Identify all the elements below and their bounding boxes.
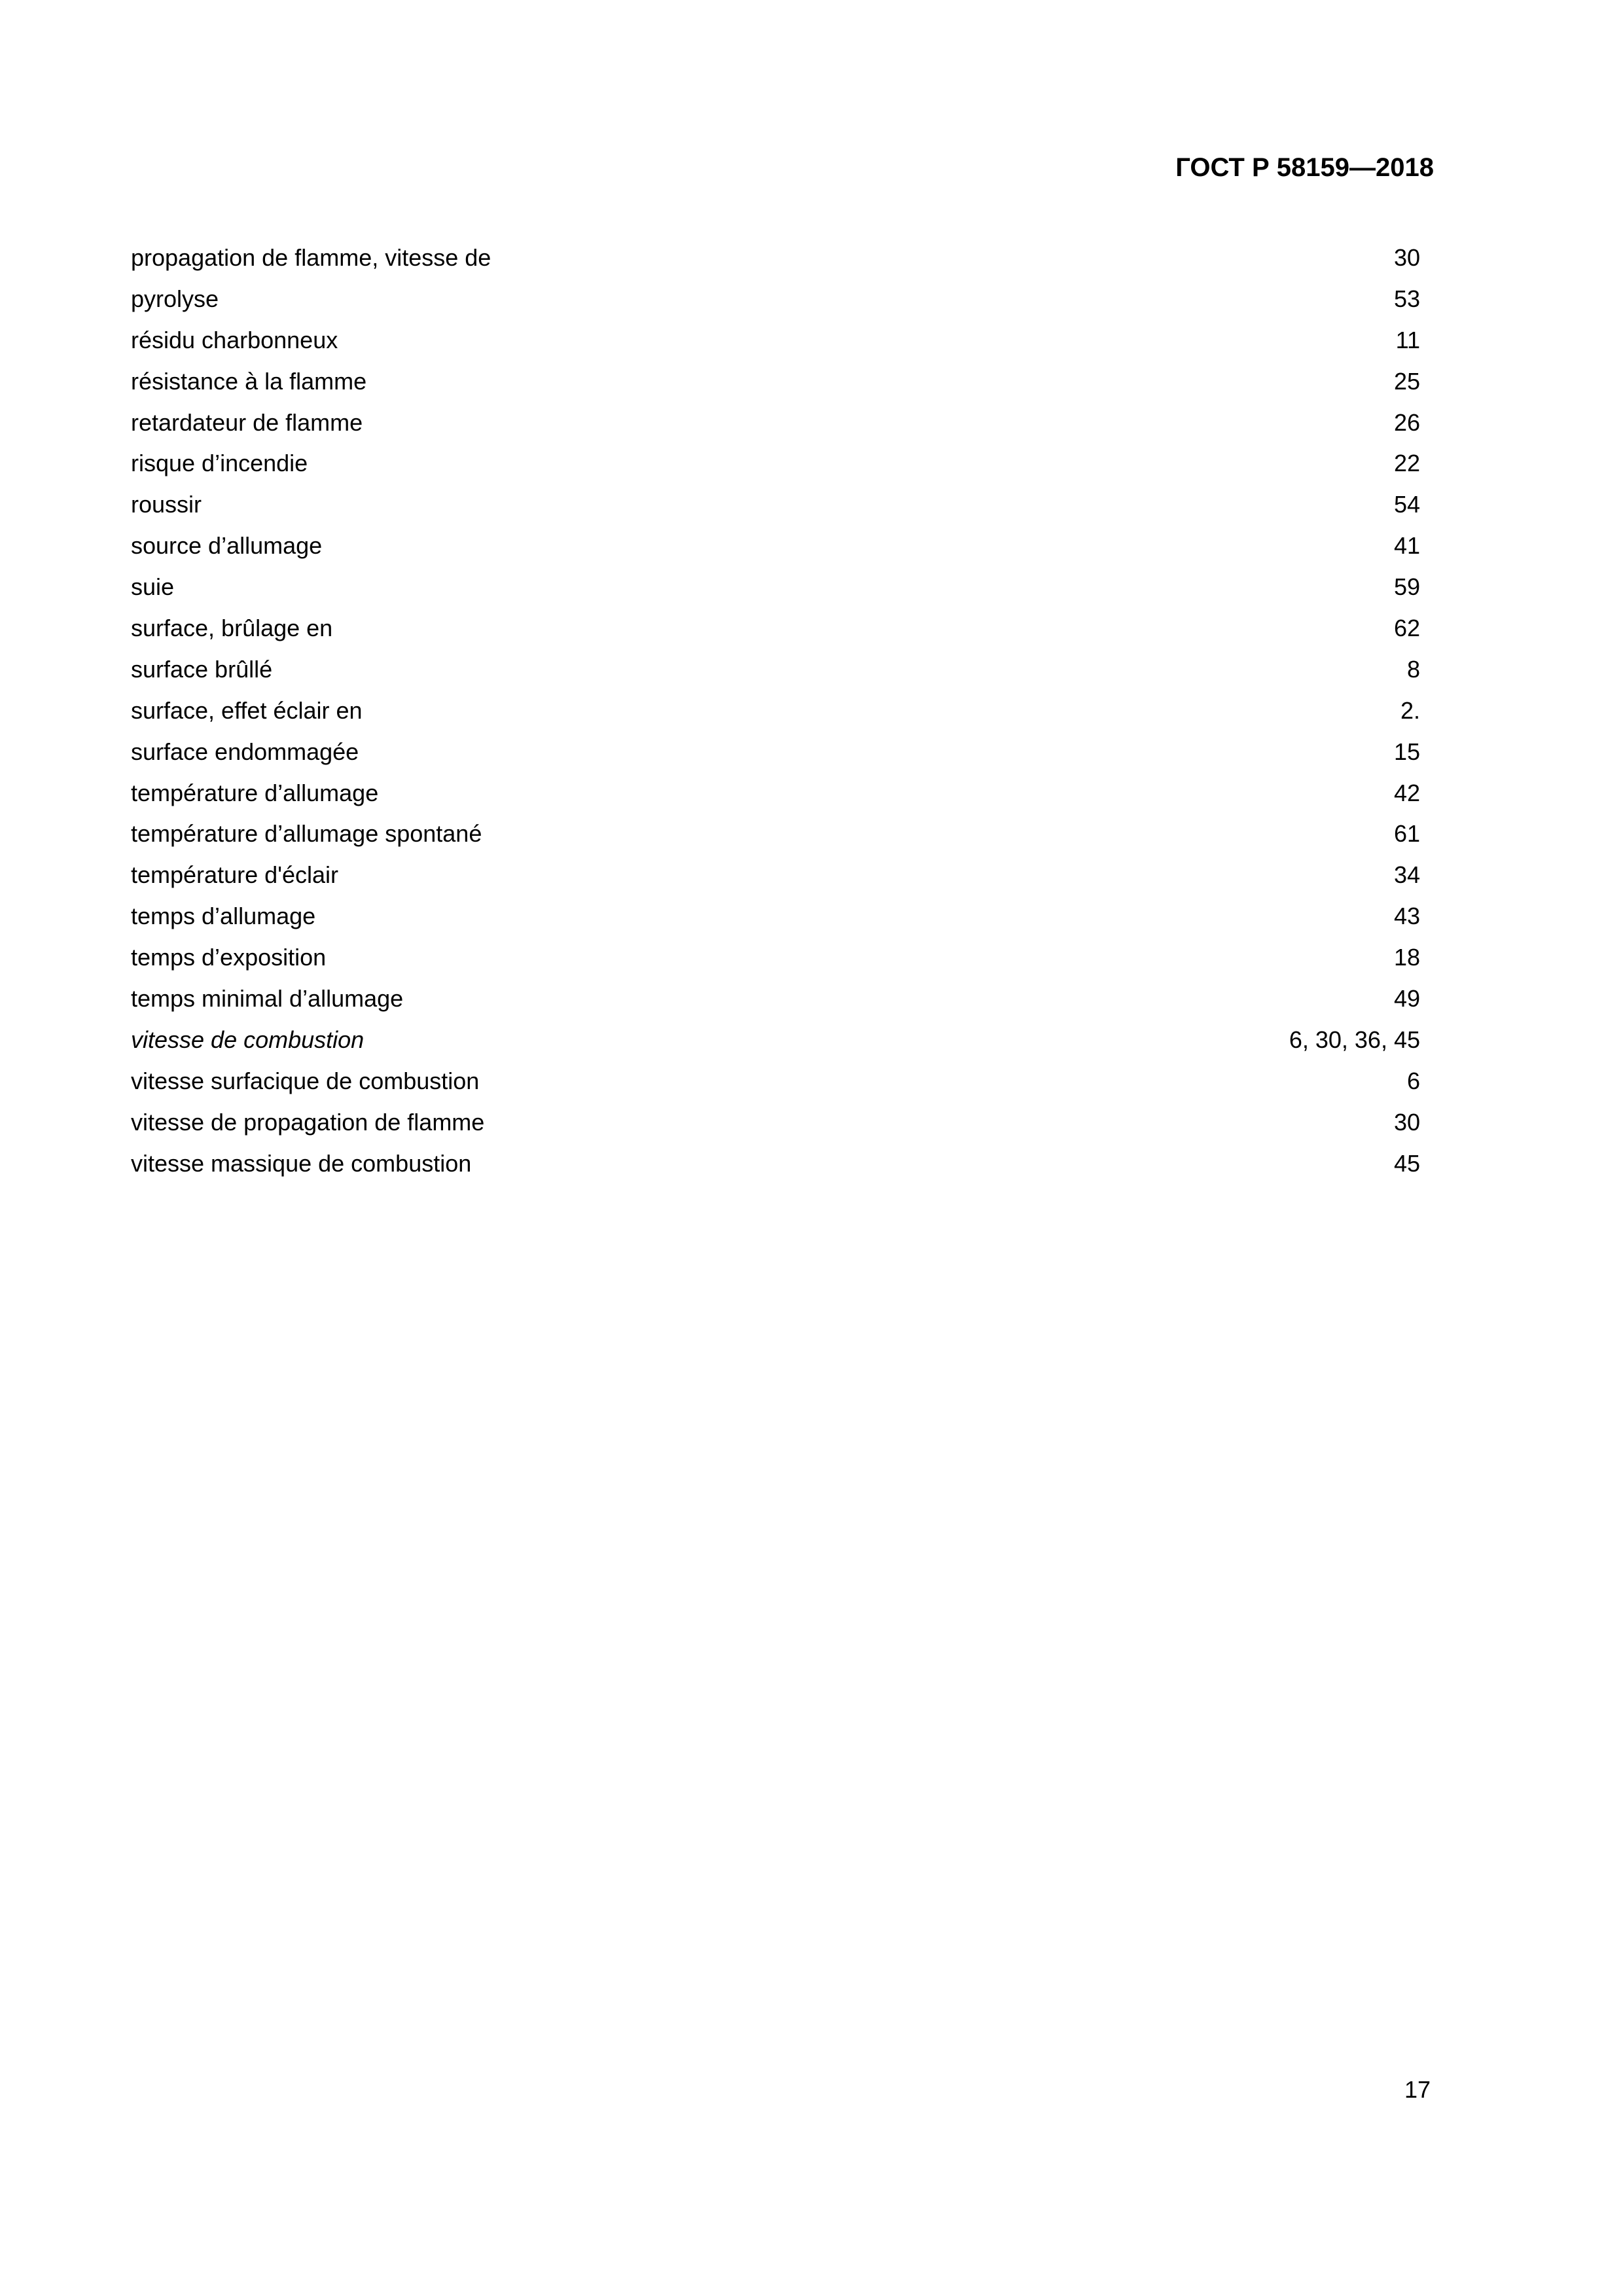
index-ref: 22 — [1393, 450, 1420, 477]
index-term: risque d’incendie — [131, 450, 308, 477]
index-term: vitesse de combustion — [131, 1026, 365, 1053]
index-ref: 26 — [1393, 408, 1420, 436]
index-entry — [131, 1020, 1420, 1061]
index-term: propagation de flamme, vitesse de — [131, 244, 491, 271]
index-term: temps d’exposition — [131, 944, 327, 971]
index-entry — [131, 937, 1420, 978]
index-entry — [131, 691, 1420, 732]
index-ref: 53 — [1393, 285, 1420, 312]
index-entry — [131, 484, 1420, 526]
document-code: ГОСТ Р 58159—2018 — [1175, 153, 1434, 182]
index-ref: 59 — [1393, 573, 1420, 601]
index-ref: 34 — [1393, 861, 1420, 889]
index-entry — [131, 320, 1420, 361]
index-entry — [131, 773, 1420, 814]
index-term: retardateur de flamme — [131, 408, 363, 436]
alphabetical-index — [131, 238, 1420, 1184]
index-ref: 54 — [1393, 491, 1420, 518]
index-term: température d’allumage — [131, 779, 379, 806]
index-ref: 42 — [1393, 779, 1420, 806]
index-ref: 18 — [1393, 944, 1420, 971]
index-term: température d’allumage spontané — [131, 820, 482, 848]
index-entry — [131, 1143, 1420, 1185]
index-term: surface, brûlage en — [131, 615, 333, 642]
index-ref: 6, 30, 36, 45 — [1289, 1026, 1420, 1053]
index-entry — [131, 814, 1420, 855]
index-term: surface, effet éclair en — [131, 696, 363, 724]
index-term: surface endommagée — [131, 738, 359, 765]
index-term: température d'éclair — [131, 861, 339, 889]
index-ref: 49 — [1393, 985, 1420, 1013]
index-entry — [131, 978, 1420, 1020]
index-ref: 30 — [1393, 244, 1420, 271]
index-term: surface brûllé — [131, 655, 273, 683]
index-ref: 11 — [1395, 326, 1420, 353]
index-entry — [131, 608, 1420, 649]
index-entry — [131, 732, 1420, 773]
index-entry — [131, 361, 1420, 403]
index-term: vitesse massique de combustion — [131, 1149, 472, 1177]
index-entry — [131, 896, 1420, 937]
index-term: source d’allumage — [131, 532, 323, 560]
index-term: suie — [131, 573, 175, 601]
index-entry — [131, 403, 1420, 444]
index-term: temps d’allumage — [131, 903, 316, 930]
index-entry — [131, 443, 1420, 484]
index-entry — [131, 855, 1420, 896]
index-term: vitesse de propagation de flamme — [131, 1108, 485, 1136]
index-ref: 8 — [1406, 655, 1420, 683]
index-ref: 62 — [1393, 615, 1420, 642]
index-entry — [131, 1061, 1420, 1102]
index-ref: 45 — [1393, 1149, 1420, 1177]
index-ref: 41 — [1393, 532, 1420, 560]
index-entry — [131, 238, 1420, 279]
index-term: résidu charbonneux — [131, 326, 338, 353]
index-entry — [131, 649, 1420, 691]
index-entry — [131, 279, 1420, 320]
index-ref: 61 — [1393, 820, 1420, 848]
index-term: temps minimal d’allumage — [131, 985, 404, 1013]
index-ref: 25 — [1393, 367, 1420, 395]
index-entry — [131, 1102, 1420, 1143]
index-ref: 43 — [1393, 903, 1420, 930]
page-number: 17 — [1404, 2076, 1431, 2103]
index-entry — [131, 526, 1420, 567]
index-ref: 30 — [1393, 1108, 1420, 1136]
index-term: résistance à la flamme — [131, 367, 367, 395]
index-term: vitesse surfacique de combustion — [131, 1067, 480, 1094]
index-entry — [131, 567, 1420, 608]
index-ref: 2. — [1400, 696, 1420, 724]
index-term: pyrolyse — [131, 285, 219, 312]
index-ref: 15 — [1393, 738, 1420, 765]
index-ref: 6 — [1406, 1067, 1420, 1094]
index-term: roussir — [131, 491, 202, 518]
